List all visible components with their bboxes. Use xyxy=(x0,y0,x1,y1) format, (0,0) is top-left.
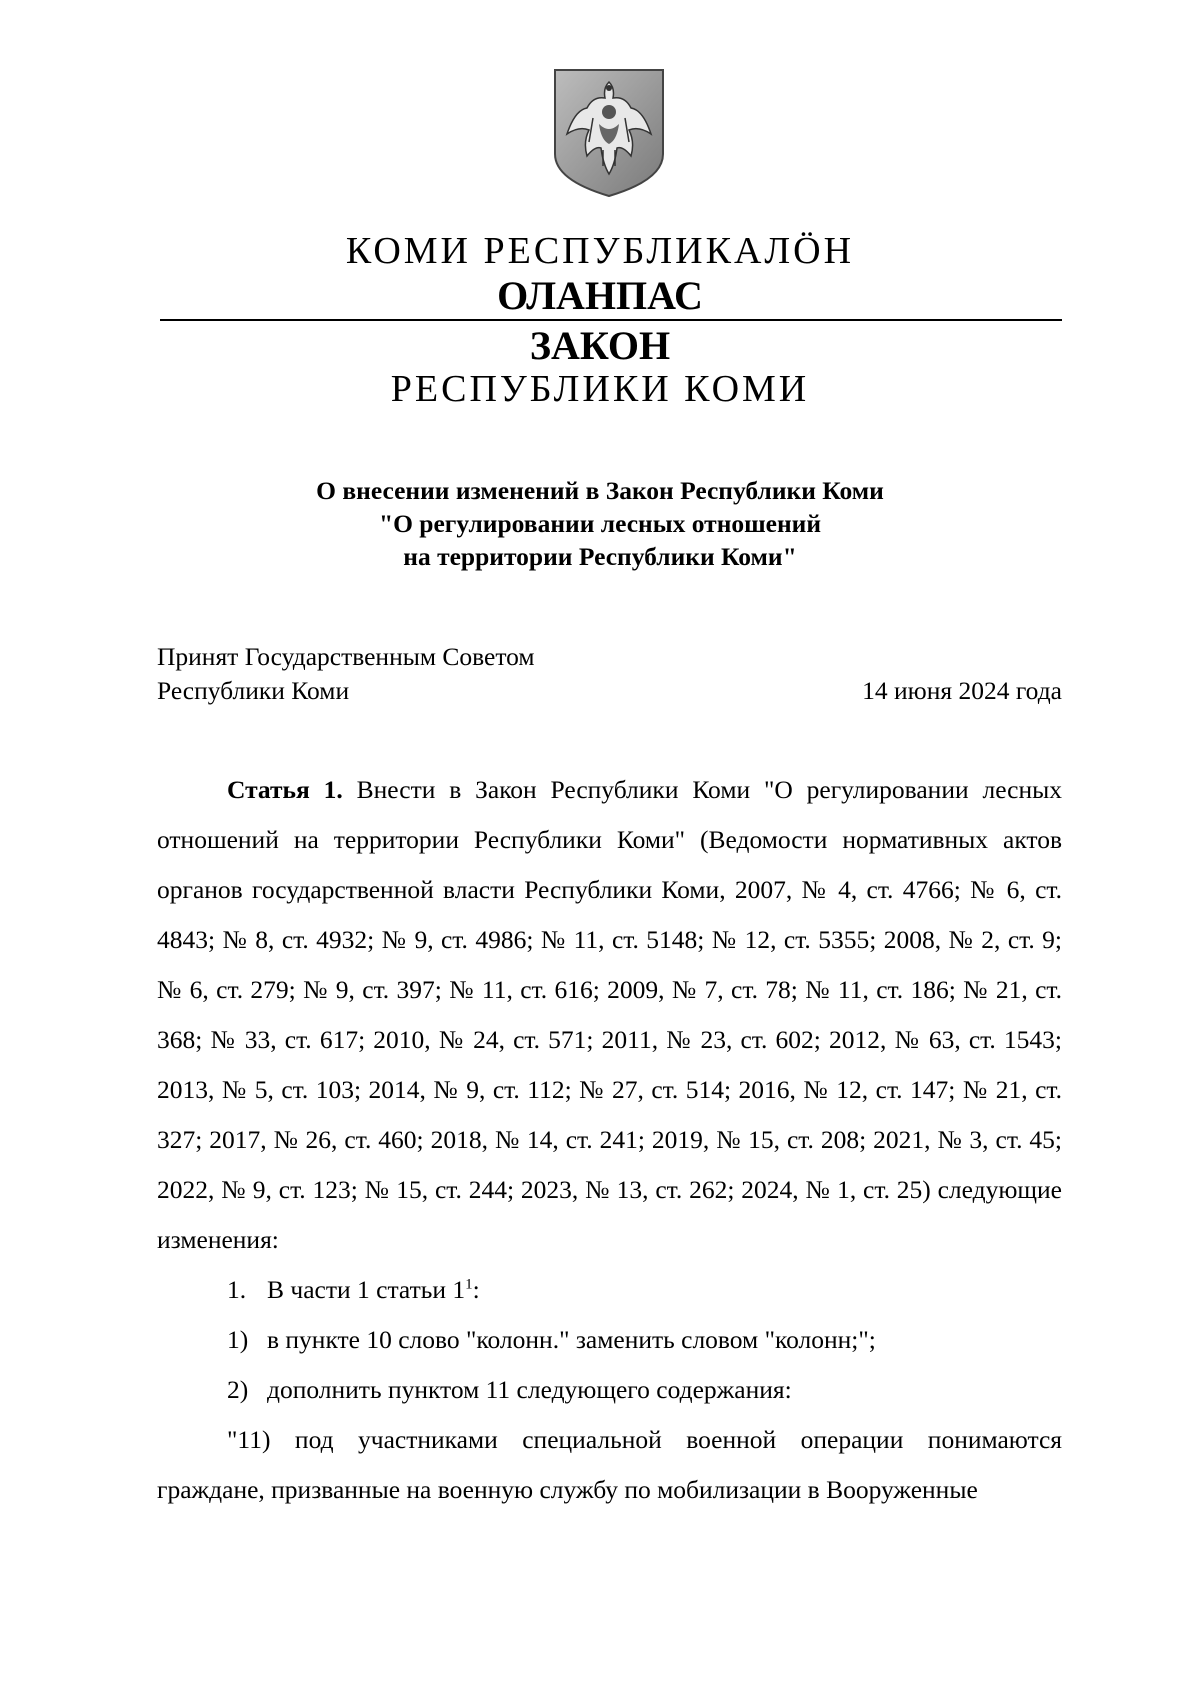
quoted-paragraph: "11) под участниками специальной военной операции понимаются граждане, призванные на военную службу по мобилизации в Вооруженные xyxy=(157,1425,1062,1504)
adoption-date: 14 июня 2024 года xyxy=(862,676,1062,705)
list-item-text: дополнить пунктом 11 следующего содержания: xyxy=(267,1375,792,1404)
adoption-line-1 xyxy=(157,640,1062,674)
list-item-number: 2) xyxy=(227,1375,249,1404)
list-item-superscript: 1 xyxy=(465,1276,473,1293)
adoption-block xyxy=(157,640,1062,708)
article-text: Внести в Закон Республики Коми "О регулировании лесных отношений на территории Республики Коми" (Ведомости нормативных актов органов государственной власти Республики Коми, 2007, № 4, ст. 4766; № 6, ст. 4843; № 8, ст. 4932; № 9, ст. 4986; № 11, ст. 5148; № 12, ст. 5355; 2008, № 2, ст. 9; № 6, ст. 279; № 9, ст. 397; № 11, ст. 616; 2009, № 7, ст. 78; № 11, ст. 186; № 21, ст. 368; № 33, ст. 617; 2010, № 24, ст. 571; 2011, № 23, ст. 602; 2012, № 63, ст. 1543; 2013, № 5, ст. 103; 2014, № 9, ст. 112; № 27, ст. 514; 2016, № 12, ст. 147; № 21, ст. 327; 2017, № 26, ст. 460; 2018, № 14, ст. 241; 2019, № 15, ст. 208; 2021, № 3, ст. 45; 2022, № 9, ст. 123; № 15, ст. 244; 2023, № 13, ст. 262; 2024, № 1, ст. 25) следующие изменения: xyxy=(157,775,1062,1254)
article-label: Статья 1. xyxy=(227,775,343,804)
adoption-body-line-2: Республики Коми xyxy=(157,676,350,705)
header-zakon: ЗАКОН xyxy=(529,323,671,368)
list-item-text: в пункте 10 слово "колонн." заменить словом "колонн;"; xyxy=(267,1325,876,1354)
header-olanpas: ОЛАНПАС xyxy=(497,273,703,318)
article-1-paragraph xyxy=(157,765,1062,1265)
list-item xyxy=(157,1315,1062,1365)
list-item-suffix: : xyxy=(472,1275,480,1304)
title-line-2: "О регулировании лесных отношений xyxy=(378,509,822,538)
document-body xyxy=(157,765,1062,1515)
coat-of-arms-emblem xyxy=(553,68,665,198)
header-komi-line: КОМИ РЕСПУБЛИКАЛӦН xyxy=(345,230,855,272)
list-item-number: 1) xyxy=(227,1325,249,1354)
list-item xyxy=(157,1265,1062,1315)
adoption-body-line-1: Принят Государственным Советом xyxy=(157,642,535,671)
list-item-text: В части 1 статьи 1 xyxy=(267,1275,466,1304)
list-item-number: 1. xyxy=(227,1275,247,1304)
document-title xyxy=(0,474,1200,573)
title-line-1: О внесении изменений в Закон Республики Коми xyxy=(316,476,884,505)
title-line-3: на территории Республики Коми" xyxy=(403,542,797,571)
adoption-line-2 xyxy=(157,674,1062,708)
header-republic-line: РЕСПУБЛИКИ КОМИ xyxy=(390,368,810,410)
list-item xyxy=(157,1365,1062,1415)
header-divider xyxy=(160,319,1062,321)
